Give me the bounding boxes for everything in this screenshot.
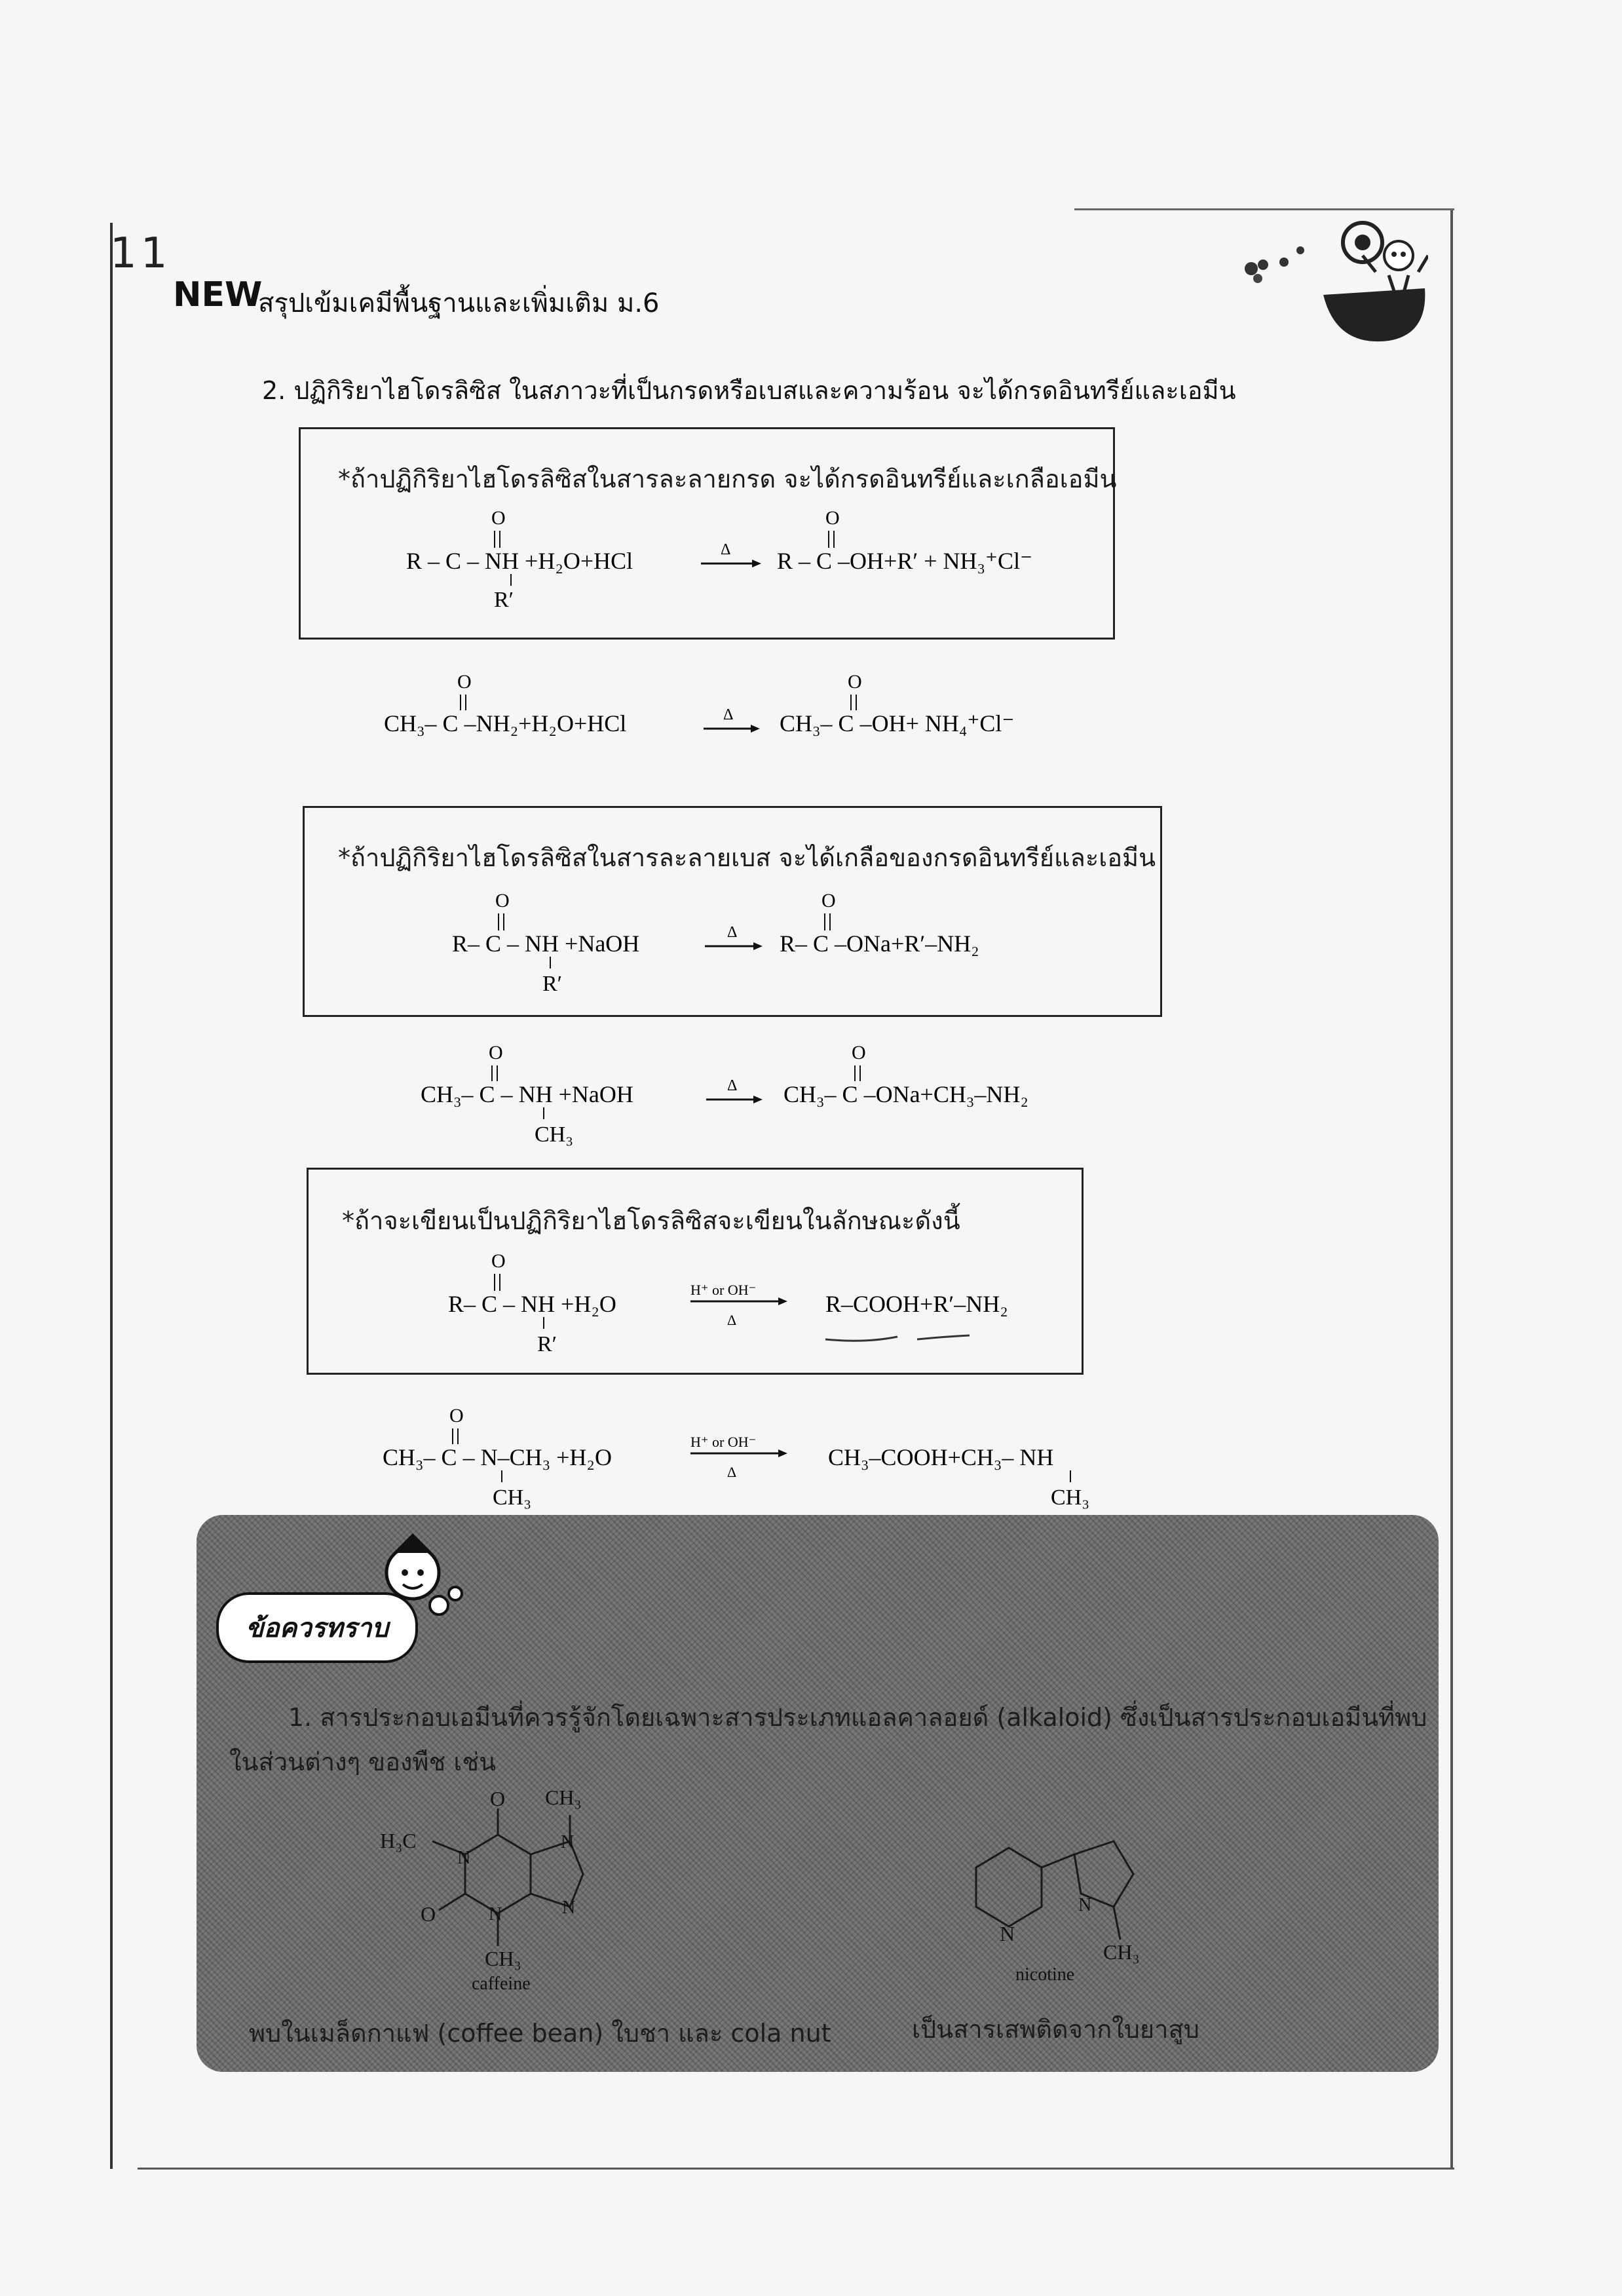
- svg-text:Δ: Δ: [727, 1077, 738, 1094]
- svg-text:H₃C: H₃C: [380, 1829, 417, 1852]
- nicotine-structure: [963, 1789, 1160, 1992]
- acid-example-equation: [380, 668, 1101, 754]
- svg-text:O: O: [495, 890, 510, 911]
- svg-text:CH₃: CH₃: [535, 1122, 574, 1147]
- svg-text:N: N: [489, 1904, 502, 1924]
- svg-text:CH₃: CH₃: [1051, 1485, 1090, 1510]
- page-frame-right: [1450, 210, 1453, 2169]
- note-line-2: ในส่วนต่างๆ ของพืช เช่น: [229, 1748, 497, 1776]
- svg-text:N: N: [1078, 1895, 1092, 1915]
- svg-text:R – C – NH +H₂O+HCl: R – C – NH +H₂O+HCl: [406, 548, 633, 574]
- header-title: สรุปเข้มเคมีพื้นฐานและเพิ่มเติม ม.6: [258, 288, 660, 318]
- svg-text:R–COOH+R′–NH₂: R–COOH+R′–NH₂: [825, 1291, 1008, 1317]
- svg-text:R′: R′: [537, 1332, 557, 1356]
- svg-text:Δ: Δ: [727, 1312, 737, 1328]
- svg-text:CH₃– C –NH₂+H₂O+HCl: CH₃– C –NH₂+H₂O+HCl: [384, 710, 627, 737]
- svg-text:H⁺ or OH⁻: H⁺ or OH⁻: [690, 1434, 757, 1450]
- svg-text:R– C – NH +NaOH: R– C – NH +NaOH: [452, 930, 640, 957]
- mascot-illustration: [1232, 216, 1428, 347]
- svg-text:O: O: [421, 1902, 436, 1926]
- svg-text:caffeine: caffeine: [472, 1974, 531, 1994]
- caffeine-caption: พบในเมล็ดกาแฟ (coffee bean) ใบชา และ cola nut: [249, 2019, 831, 2048]
- svg-text:Δ: Δ: [727, 1464, 737, 1480]
- page-frame-top: [1074, 208, 1454, 210]
- svg-text:CH₃: CH₃: [493, 1485, 532, 1510]
- svg-text:N: N: [1000, 1922, 1015, 1945]
- base-box-title: *ถ้าปฏิกิริยาไฮโดรลิซิสในสารละลายเบส จะได้เกลือของกรดอินทรีย์และเอมีน: [338, 843, 1156, 872]
- page-frame-left: [110, 223, 113, 2169]
- svg-text:Δ: Δ: [721, 541, 731, 558]
- acid-box-title: *ถ้าปฏิกิริยาไฮโดรลิซิสในสารละลายกรด จะได้กรดอินทรีย์และเกลือเอมีน: [338, 465, 1117, 493]
- svg-text:O: O: [449, 1405, 464, 1426]
- svg-text:R – C –OH+R′ + NH₃⁺Cl⁻: R – C –OH+R′ + NH₃⁺Cl⁻: [777, 548, 1033, 574]
- svg-text:R– C – NH +H₂O: R– C – NH +H₂O: [448, 1291, 616, 1317]
- svg-text:CH₃–COOH+CH₃– NH: CH₃–COOH+CH₃– NH: [828, 1444, 1054, 1470]
- svg-text:Δ: Δ: [723, 706, 734, 723]
- svg-text:O: O: [825, 507, 840, 529]
- svg-text:CH₃– C –ONa+CH₃–NH₂: CH₃– C –ONa+CH₃–NH₂: [783, 1081, 1028, 1107]
- note-badge: ข้อควรทราบ: [216, 1592, 418, 1663]
- nicotine-caption: เป็นสารเสพติดจากใบยาสูบ: [912, 2015, 1199, 2044]
- svg-text:R– C –ONa+R′–NH₂: R– C –ONa+R′–NH₂: [780, 930, 979, 957]
- base-general-equation: [452, 887, 1146, 1005]
- svg-text:O: O: [848, 671, 862, 693]
- header-new-label: NEW: [173, 275, 263, 315]
- general-equation: [445, 1248, 1074, 1366]
- svg-text:O: O: [491, 1250, 506, 1272]
- svg-text:R′: R′: [542, 972, 563, 996]
- base-example-equation: [419, 1039, 1140, 1151]
- page-number: 11: [110, 229, 172, 278]
- svg-text:O: O: [490, 1787, 506, 1810]
- acid-general-equation: [406, 505, 1114, 622]
- svg-text:nicotine: nicotine: [1015, 1964, 1075, 1985]
- svg-text:O: O: [852, 1042, 866, 1063]
- svg-text:CH₃: CH₃: [485, 1947, 521, 1970]
- svg-text:CH₃– C –OH+ NH₄⁺Cl⁻: CH₃– C –OH+ NH₄⁺Cl⁻: [780, 710, 1015, 737]
- svg-text:O: O: [491, 507, 506, 529]
- svg-text:O: O: [821, 890, 836, 911]
- svg-text:CH₃– C – NH +NaOH: CH₃– C – NH +NaOH: [421, 1081, 633, 1107]
- page-frame-bottom: [138, 2168, 1454, 2170]
- svg-text:CH₃– C – N–CH₃ +H₂O: CH₃– C – N–CH₃ +H₂O: [383, 1444, 612, 1470]
- svg-text:CH₃: CH₃: [1103, 1940, 1140, 1964]
- note-line-1: 1. สารประกอบเอมีนที่ควรรู้จักโดยเฉพาะสารประเภทแอลคาลอยด์ (alkaloid) ซึ่งเป็นสารประกอบเอมีนที่พบ: [288, 1703, 1427, 1732]
- svg-text:O: O: [489, 1042, 503, 1063]
- general-example-equation: [380, 1402, 1114, 1514]
- svg-text:N: N: [457, 1848, 471, 1868]
- svg-text:N: N: [561, 1832, 575, 1852]
- general-box-title: *ถ้าจะเขียนเป็นปฏิกิริยาไฮโดรลิซิสจะเขียนในลักษณะดังนี้: [342, 1206, 960, 1235]
- section-title: 2. ปฏิกิริยาไฮโดรลิซิส ในสภาวะที่เป็นกรดหรือเบสและความร้อน จะได้กรดอินทรีย์และเอมีน: [262, 376, 1236, 405]
- svg-text:Δ: Δ: [727, 924, 738, 941]
- caffeine-structure: [380, 1782, 616, 1999]
- svg-text:H⁺ or OH⁻: H⁺ or OH⁻: [690, 1282, 757, 1298]
- svg-text:R′: R′: [494, 588, 514, 612]
- svg-text:O: O: [457, 671, 472, 693]
- svg-text:CH₃: CH₃: [545, 1786, 582, 1809]
- svg-text:N: N: [562, 1898, 576, 1918]
